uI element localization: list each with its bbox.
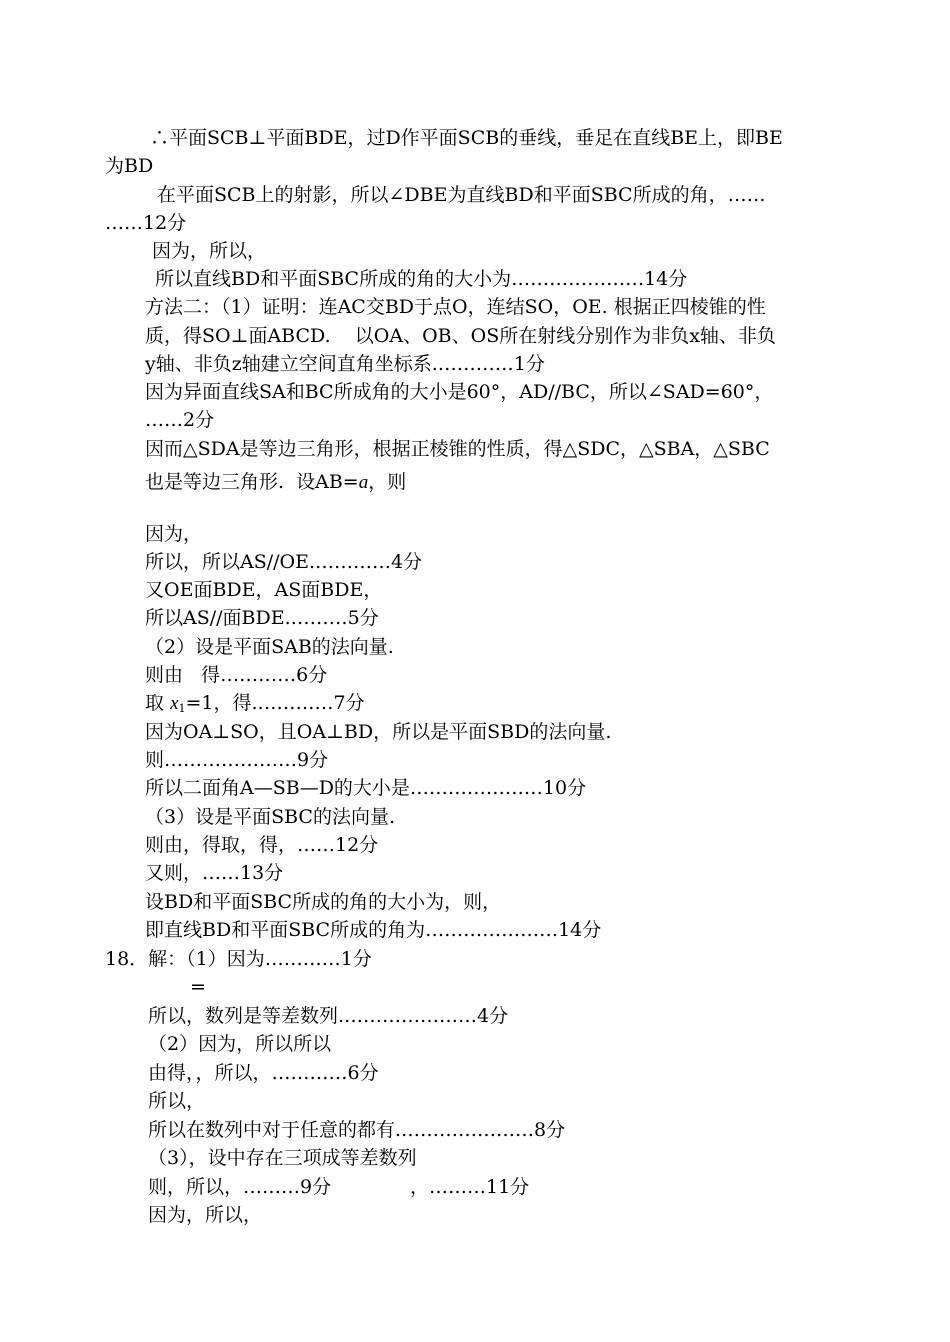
text-line: =	[190, 976, 206, 998]
text-segment: 也是等边三角形. 设AB=	[145, 471, 359, 493]
text-line: y轴、非负z轴建立空间直角坐标系.…………1分	[145, 353, 545, 375]
text-segment: 取	[145, 692, 165, 714]
text-line: 所以在数列中对于任意的都有.…………………8分	[148, 1119, 566, 1141]
text-line: （3）设是平面SBC的法向量.	[145, 806, 395, 828]
text-segment: ，则	[368, 471, 407, 493]
text-line: 则…………………9分	[145, 749, 329, 771]
text-line: 18．解：（1）因为…………1分	[105, 948, 372, 970]
text-line: 则，所以，………9分	[148, 1176, 332, 1198]
text-line: （2）设是平面SAB的法向量.	[145, 636, 394, 658]
text-line: ，………11分	[410, 1176, 530, 1198]
text-line: 方法二：（1）证明：连AC交BD于点O，连结SO，OE. 根据正四棱锥的性	[145, 296, 766, 318]
text-line: 因为，所以，	[148, 1204, 263, 1226]
text-line: 所以，数列是等差数列.…………………4分	[148, 1005, 509, 1027]
text-line: 因而△SDA是等边三角形，根据正棱锥的性质，得△SDC，△SBA，△SBC	[145, 438, 770, 460]
variable-a: a	[358, 472, 369, 493]
text-line	[145, 692, 365, 714]
text-line: ……2分	[145, 409, 215, 431]
text-line: 又则，……13分	[145, 862, 284, 884]
text-line: 由得，，所以，…………6分	[148, 1062, 379, 1084]
text-line: 所以直线BD和平面SBC所成的角的大小为…………………14分	[155, 268, 688, 290]
text-line: 所以AS//面BDE.………5分	[145, 607, 379, 629]
text-line: 为BD	[105, 155, 154, 177]
text-line	[145, 471, 406, 493]
text-line: 则由，得取，得，……12分	[145, 834, 379, 856]
text-line: （3），设中存在三项成等差数列	[148, 1147, 417, 1169]
text-line: ……12分	[105, 212, 187, 234]
text-line: 在平面SCB上的射影，所以∠DBE为直线BD和平面SBC所成的角，……	[157, 184, 766, 206]
text-segment: =1，得.…………7分	[185, 692, 365, 714]
variable-x: x	[170, 693, 179, 714]
text-line: 所以，所以AS//OE.…………4分	[145, 551, 423, 573]
text-line: 质，得SO⊥面ABCD. 以OA、OB、OS所在射线分别作为非负x轴、非负	[145, 325, 776, 347]
text-line: 则由 得…………6分	[145, 664, 328, 686]
text-line: 因为，	[145, 523, 203, 545]
text-line: 所以，	[148, 1090, 206, 1112]
subscript: 1	[178, 702, 186, 715]
text-line: 所以二面角A—SB—D的大小是…………………10分	[145, 777, 587, 799]
text-line: ∴平面SCB⊥平面BDE，过D作平面SCB的垂线，垂足在直线BE上，即BE	[150, 127, 783, 149]
text-line: （2）因为，所以所以	[148, 1033, 332, 1055]
text-line: 即直线BD和平面SBC所成的角为…………………14分	[145, 919, 602, 941]
text-line: 因为异面直线SA和BC所成角的大小是60°，AD//BC，所以∠SAD=60°，	[145, 381, 774, 403]
text-line: 设BD和平面SBC所成的角的大小为，则，	[145, 891, 502, 913]
text-line: 因为OA⊥SO，且OA⊥BD，所以是平面SBD的法向量.	[145, 721, 612, 743]
text-line: 又OE面BDE，AS面BDE，	[145, 579, 383, 601]
text-line: 因为，所以，	[152, 240, 267, 262]
